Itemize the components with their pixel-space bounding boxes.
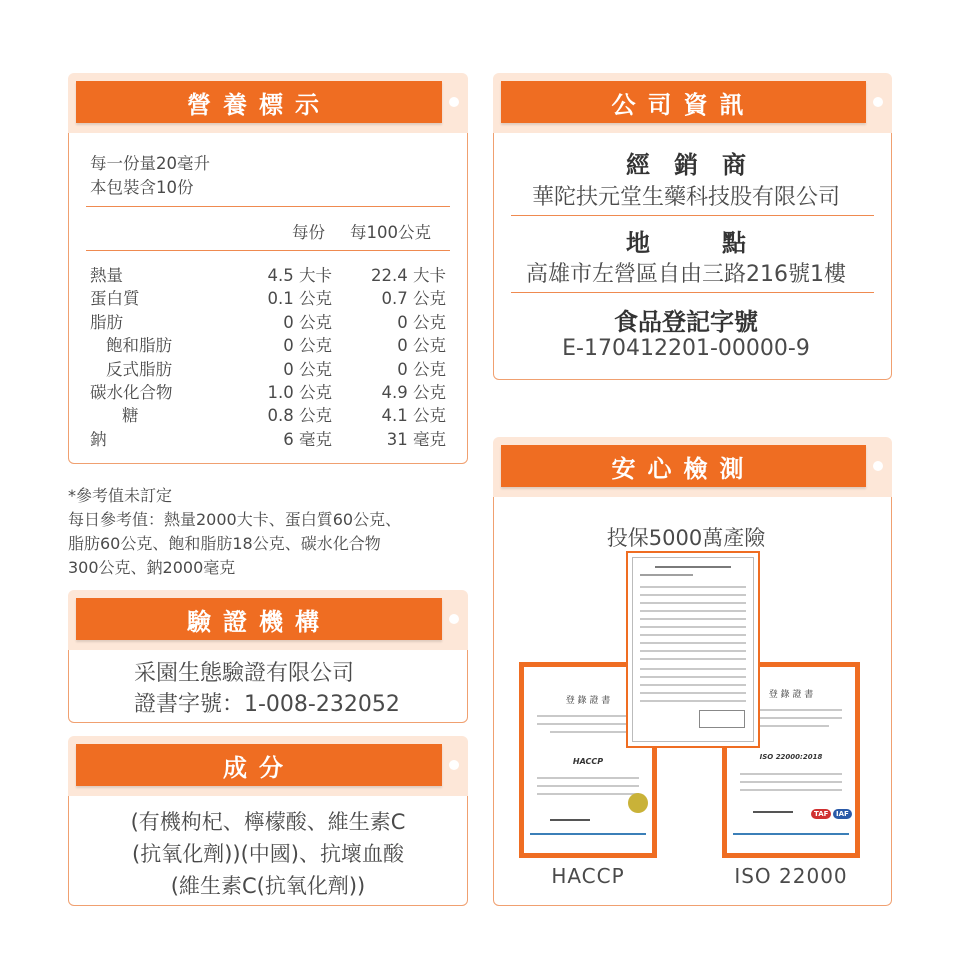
tab-dot: [873, 461, 883, 471]
haccp-caption: HACCP: [551, 864, 625, 888]
nutrient-name: 熱量: [90, 266, 123, 285]
iaf-badge: IAF: [833, 809, 852, 819]
nutrient-name: 反式脂肪: [106, 359, 172, 379]
note-daily-3: 300公克、鈉2000毫克: [68, 558, 236, 577]
per-serving-value: 0.1 公克: [267, 289, 332, 309]
nutrient-name: 鈉: [90, 429, 107, 449]
nutrient-name: 碳水化合物: [90, 383, 173, 402]
per-serving-value: 0 公克: [283, 336, 332, 356]
signature: [753, 811, 793, 813]
iso-doc-title: 登 錄 證 書: [768, 690, 814, 700]
nutrition-row: [90, 426, 450, 449]
haccp-doc-title: 登 錄 證 書: [565, 696, 611, 706]
stamp: [699, 710, 745, 728]
per-100g-value: 0 公克: [397, 312, 446, 332]
registration-number: E-170412201-00000-9: [562, 336, 810, 361]
per-serving-value: 4.5 大卡: [267, 266, 332, 285]
certificate-number: 證書字號：1-008-232052: [134, 692, 400, 717]
nutrition-row: [90, 285, 450, 308]
ingredients-line-1: (有機枸杞、檸檬酸、維生素C: [130, 810, 406, 834]
verification-tab: [68, 590, 468, 650]
verification-org: 采園生態驗證有限公司: [134, 661, 355, 686]
nutrition-tab: [68, 73, 468, 133]
divider: [511, 292, 874, 293]
note-unset: *參考值未訂定: [68, 486, 173, 505]
nutrition-row: [90, 356, 450, 379]
nutrient-name: 脂肪: [90, 312, 123, 332]
nutrition-row: [90, 332, 450, 355]
taf-badge: TAF: [811, 809, 831, 819]
divider: [86, 250, 450, 251]
nutrition-row: [90, 379, 450, 402]
iso-caption: ISO 22000: [734, 864, 848, 888]
per-serving-value: 6 毫克: [283, 429, 332, 449]
nutrition-header: 營養標示: [76, 81, 442, 123]
per-100g-value: 31 毫克: [386, 429, 446, 449]
tab-dot: [449, 760, 459, 770]
per-100g-value: 4.1 公克: [381, 406, 446, 426]
ingredients-header: 成分: [76, 744, 442, 786]
tab-dot: [873, 97, 883, 107]
col-per-100: 每100公克: [350, 223, 431, 242]
signature: [550, 819, 590, 821]
per-serving-value: 0 公克: [283, 312, 332, 332]
insurance-text: 投保5000萬產險: [606, 526, 766, 550]
nutrition-row: [90, 309, 450, 332]
divider: [511, 215, 874, 216]
ingredients-line-2: (抗氧化劑))(中國)、抗壞血酸: [132, 842, 404, 866]
safety-tab: [493, 437, 892, 497]
distributor-name: 華陀扶元堂生藥科技股有限公司: [531, 185, 840, 210]
per-serving-value: 0.8 公克: [267, 406, 332, 426]
note-daily-1: 每日參考值：熱量2000大卡、蛋白質60公克、: [68, 510, 402, 529]
ingredients-tab: [68, 736, 468, 796]
serving-size: 每一份量20毫升: [90, 154, 210, 173]
per-100g-value: 22.4 大卡: [371, 266, 446, 285]
safety-header: 安心檢測: [501, 445, 866, 487]
per-serving-value: 1.0 公克: [267, 383, 332, 402]
verification-header: 驗證機構: [76, 598, 442, 640]
divider: [86, 206, 450, 207]
per-100g-value: 0 公克: [397, 359, 446, 379]
registration-label: 食品登記字號: [614, 308, 758, 336]
company-tab: [493, 73, 892, 133]
haccp-doc-standard: HACCP: [572, 757, 604, 766]
per-100g-value: 0.7 公克: [381, 289, 446, 309]
nutrition-row: [90, 402, 450, 425]
note-daily-2: 脂肪60公克、飽和脂肪18公克、碳水化合物: [68, 534, 381, 553]
tab-dot: [449, 614, 459, 624]
nutrient-name: 糖: [122, 406, 139, 426]
gold-seal: [628, 793, 648, 813]
nutrient-name: 蛋白質: [90, 289, 140, 309]
insurance-policy-image: [626, 551, 760, 748]
tab-dot: [449, 97, 459, 107]
per-serving-value: 0 公克: [283, 359, 332, 379]
location-label: 地 點: [626, 229, 746, 257]
servings-count: 本包裝含10份: [90, 178, 194, 197]
company-header: 公司資訊: [501, 81, 866, 123]
iso-doc-standard: ISO 22000:2018: [759, 753, 823, 761]
col-per-serving: 每份: [292, 223, 325, 242]
address: 高雄市左營區自由三路216號1樓: [526, 262, 846, 287]
per-100g-value: 4.9 公克: [381, 383, 446, 402]
distributor-label: 經 銷 商: [626, 151, 746, 179]
nutrient-name: 飽和脂肪: [106, 336, 172, 356]
per-100g-value: 0 公克: [397, 336, 446, 356]
ingredients-line-3: (維生素C(抗氧化劑)): [170, 874, 366, 898]
nutrition-row: [90, 262, 450, 285]
